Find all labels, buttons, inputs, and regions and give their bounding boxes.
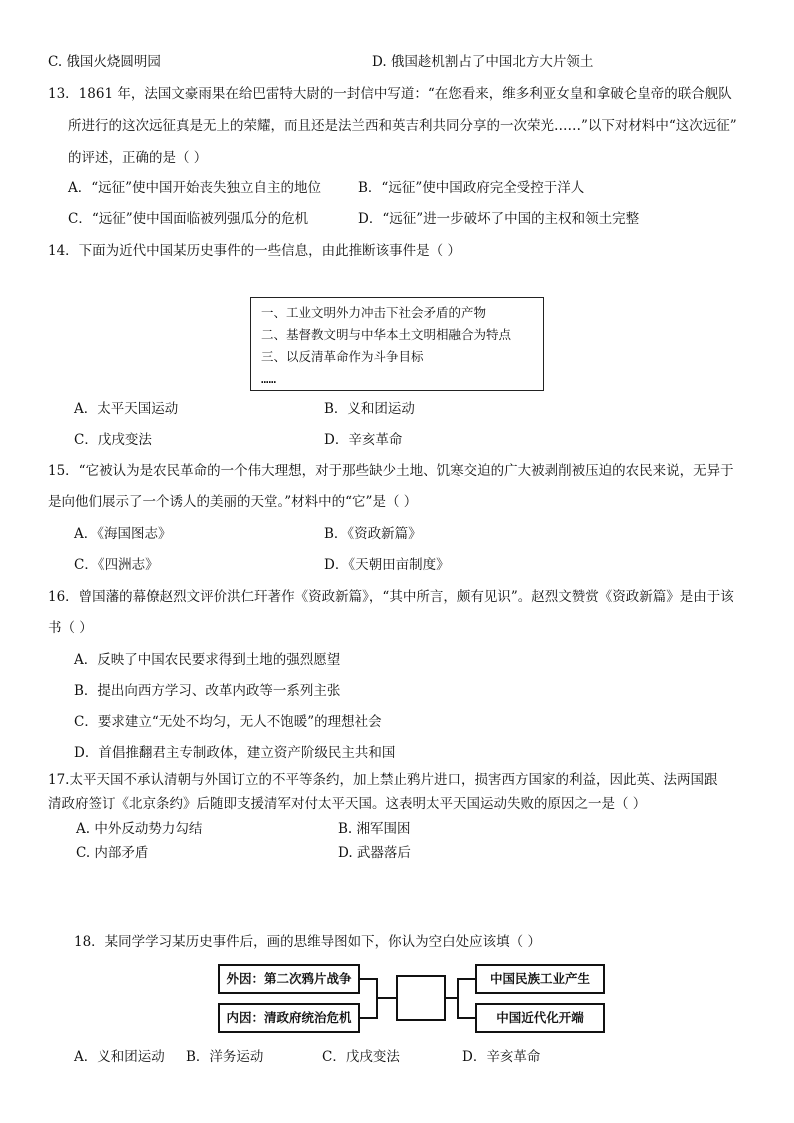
q18-option-d: D．辛亥革命	[462, 1049, 541, 1065]
q14-info-line2: 二、基督教文明与中华本土文明相融合为特点	[261, 327, 512, 342]
mind-map-blank-box	[396, 975, 446, 1021]
q15-stem-line2: 是向他们展示了一个诱人的美丽的天堂。”材料中的“它”是（ ）	[48, 494, 418, 510]
mind-map-internal-cause: 内因：清政府统治危机	[218, 1003, 360, 1033]
q13-option-d: D．“远征”进一步破坏了中国的主权和领土完整	[358, 211, 640, 227]
q14-stem: 14．下面为近代中国某历史事件的一些信息，由此推断该事件是（ ）	[48, 243, 461, 259]
q15-option-c: C．《四洲志》	[74, 557, 159, 573]
q16-stem-line2: 书（ ）	[48, 620, 93, 636]
mind-map-external-cause: 外因：第二次鸦片战争	[218, 964, 360, 994]
q14-info-ellipsis: ……	[261, 371, 277, 386]
q14-option-a: A．太平天国运动	[74, 401, 179, 417]
q17-option-d: D. 武器落后	[338, 845, 411, 861]
q12-option-c: C. 俄国火烧圆明园	[48, 54, 161, 70]
connector-line	[457, 1017, 475, 1019]
q16-option-b: B．提出向西方学习、改革内政等一系列主张	[74, 683, 341, 699]
q16-option-a: A．反映了中国农民要求得到土地的强烈愿望	[74, 652, 341, 668]
q13-option-c: C．“远征”使中国面临被列强瓜分的危机	[68, 211, 309, 227]
connector-line	[376, 997, 396, 999]
q13-option-b: B．“远征”使中国政府完全受控于洋人	[358, 180, 585, 196]
q13-stem-line3: 的评述，正确的是（ ）	[68, 150, 208, 166]
q17-option-c: C. 内部矛盾	[76, 845, 149, 861]
q17-stem-line2: 清政府签订《北京条约》后随即支援清军对付太平天国。这表明太平天国运动失败的原因之一是（ ）	[48, 796, 647, 812]
q13-option-a: A．“远征”使中国开始丧失独立自主的地位	[68, 180, 322, 196]
q15-stem-line1: 15．“它被认为是农民革命的一个伟大理想，对于那些缺少土地、饥寒交迫的广大被剥削被压迫的农民来说，无异于	[48, 463, 734, 479]
q13-stem-line2: 所进行的这次远征真是无上的荣耀，而且还是法兰西和英吉利共同分享的一次荣光……”以下对材料中“这次远征”	[68, 118, 737, 134]
q16-option-d: D．首倡推翻君主专制政体，建立资产阶级民主共和国	[74, 745, 396, 761]
q15-option-a: A．《海国图志》	[74, 526, 172, 542]
connector-line	[457, 978, 475, 980]
q18-option-c: C．戊戌变法	[322, 1049, 400, 1065]
q15-option-d: D．《天朝田亩制度》	[324, 557, 450, 573]
q14-option-d: D．辛亥革命	[324, 432, 403, 448]
q14-option-b: B．义和团运动	[324, 401, 415, 417]
q16-stem-line1: 16．曾国藩的幕僚赵烈文评价洪仁玕著作《资政新篇》，“其中所言，颇有见识”。赵烈文赞赏《资政新篇》是由于该	[48, 589, 734, 605]
q18-stem: 18．某同学学习某历史事件后，画的思维导图如下，你认为空白处应该填（ ）	[74, 934, 541, 950]
q15-option-b: B．《资政新篇》	[324, 526, 422, 542]
q17-stem-line1: 17.太平天国不承认清朝与外国订立的不平等条约，加上禁止鸦片进口，损害西方国家的利益，因此英、法两国跟	[48, 772, 718, 788]
q18-option-a: A．义和团运动	[74, 1049, 165, 1065]
mind-map-result-modernization: 中国近代化开端	[475, 1003, 605, 1033]
q14-option-c: C．戊戌变法	[74, 432, 152, 448]
q12-option-d: D. 俄国趁机割占了中国北方大片领土	[372, 54, 594, 70]
q17-option-a: A. 中外反动势力勾结	[76, 821, 203, 837]
q16-option-c: C．要求建立“无处不均匀，无人不饱暖”的理想社会	[74, 714, 382, 730]
q14-info-box	[250, 297, 544, 391]
q17-option-b: B. 湘军围困	[338, 821, 411, 837]
q14-info-line3: 三、以反清革命作为斗争目标	[261, 349, 424, 364]
connector-line	[457, 978, 459, 1019]
q13-stem-line1: 13．1861 年，法国文豪雨果在给巴雷特大尉的一封信中写道：“在您看来，维多利亚女皇和拿破仑皇帝的联合舰队	[48, 86, 732, 102]
q18-option-b: B．洋务运动	[186, 1049, 264, 1065]
q14-info-line1: 一、工业文明外力冲击下社会矛盾的产物	[261, 305, 487, 320]
mind-map-result-industry: 中国民族工业产生	[475, 964, 605, 994]
